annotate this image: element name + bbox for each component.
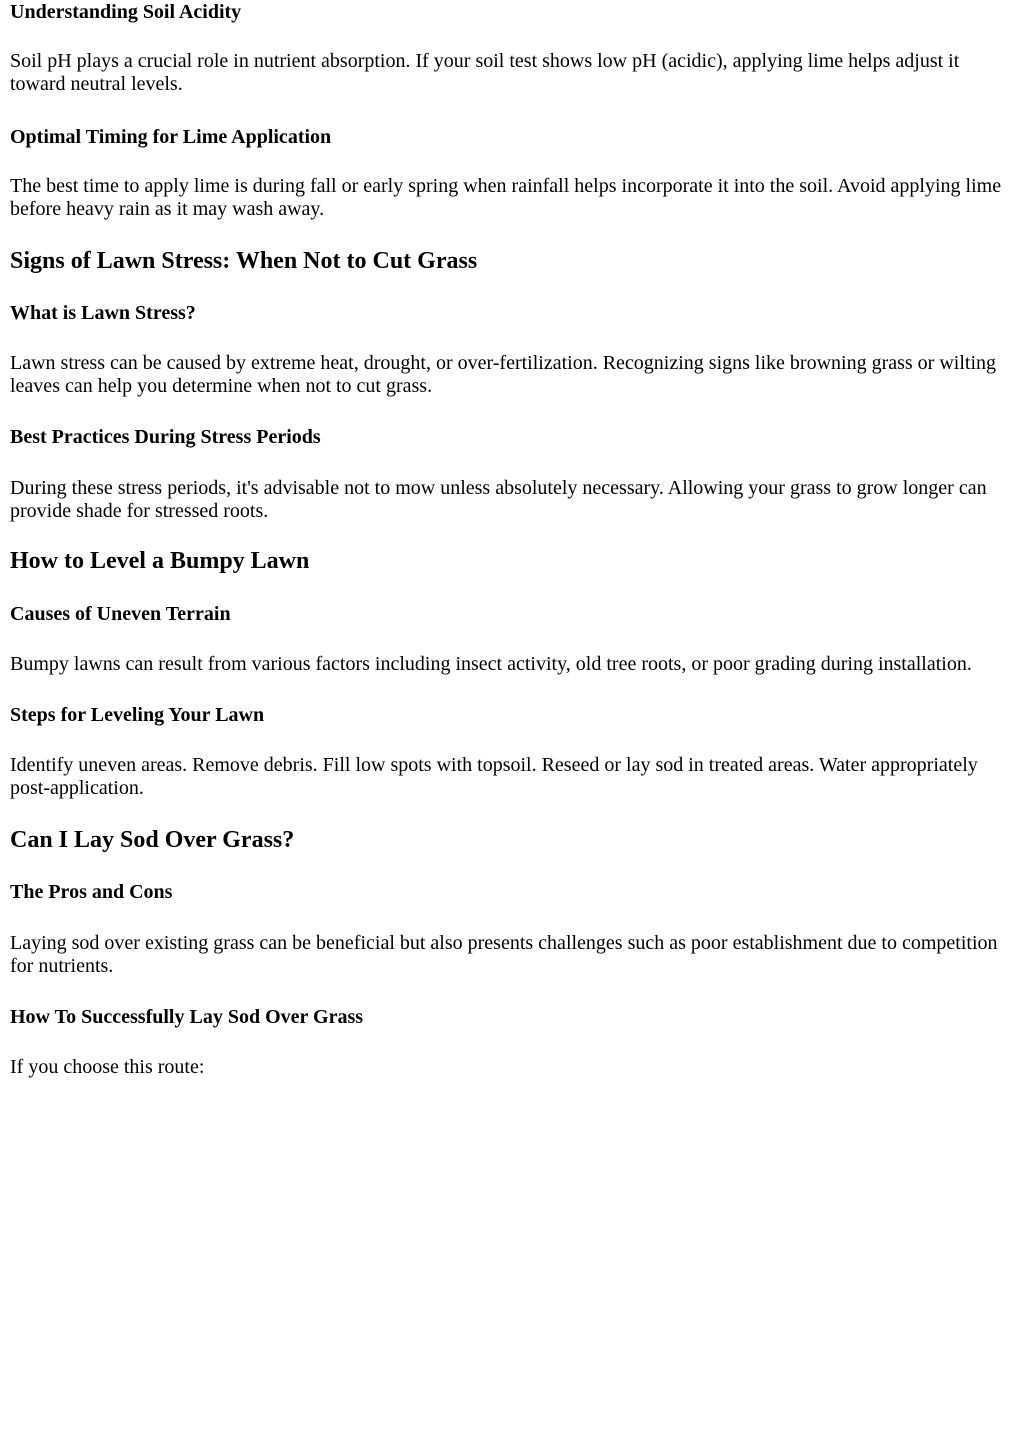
heading-pros-and-cons: The Pros and Cons xyxy=(10,881,173,903)
title-level-bumpy-lawn: How to Level a Bumpy Lawn xyxy=(10,548,310,574)
heading-causes-uneven-terrain: Causes of Uneven Terrain xyxy=(10,603,231,625)
heading-what-is-lawn-stress: What is Lawn Stress? xyxy=(10,302,196,324)
heading-steps-leveling: Steps for Leveling Your Lawn xyxy=(10,704,265,726)
title-lay-sod-over-grass: Can I Lay Sod Over Grass? xyxy=(10,827,295,853)
paragraph-lime-timing: The best time to apply lime is during fall or early spring when rainfall helps incorporate it into the soil. Avoid applying lime before heavy rain as it may wash away. xyxy=(10,175,1002,220)
paragraph-leveling-steps: Identify uneven areas. Remove debris. Fill low spots with topsoil. Reseed or lay sod in treated areas. Water appropriately post-application. xyxy=(10,754,978,799)
paragraph-stress-periods: During these stress periods, it's advisable not to mow unless absolutely necessary. Allowing your grass to grow longer can provide shade for stressed roots. xyxy=(10,477,987,522)
heading-understanding-soil-acidity: Understanding Soil Acidity xyxy=(10,1,242,23)
heading-successfully-lay-sod: How To Successfully Lay Sod Over Grass xyxy=(10,1006,364,1028)
heading-optimal-timing-lime: Optimal Timing for Lime Application xyxy=(10,126,332,148)
title-signs-of-lawn-stress: Signs of Lawn Stress: When Not to Cut Grass xyxy=(10,248,478,274)
paragraph-lawn-stress: Lawn stress can be caused by extreme heat, drought, or over-fertilization. Recognizing signs like browning grass or wilting leaves can help you determine when not to cut grass. xyxy=(10,352,996,397)
paragraph-bumpy-lawns: Bumpy lawns can result from various factors including insect activity, old tree roots, or poor grading during installation. xyxy=(10,653,972,675)
paragraph-pros-cons: Laying sod over existing grass can be beneficial but also presents challenges such as poor establishment due to competition for nutrients. xyxy=(10,932,998,977)
paragraph-soil-ph: Soil pH plays a crucial role in nutrient absorption. If your soil test shows low pH (acidic), applying lime helps adjust it toward neutral levels. xyxy=(10,50,960,95)
paragraph-choose-route: If you choose this route: xyxy=(10,1056,205,1078)
heading-best-practices-stress: Best Practices During Stress Periods xyxy=(10,426,321,448)
